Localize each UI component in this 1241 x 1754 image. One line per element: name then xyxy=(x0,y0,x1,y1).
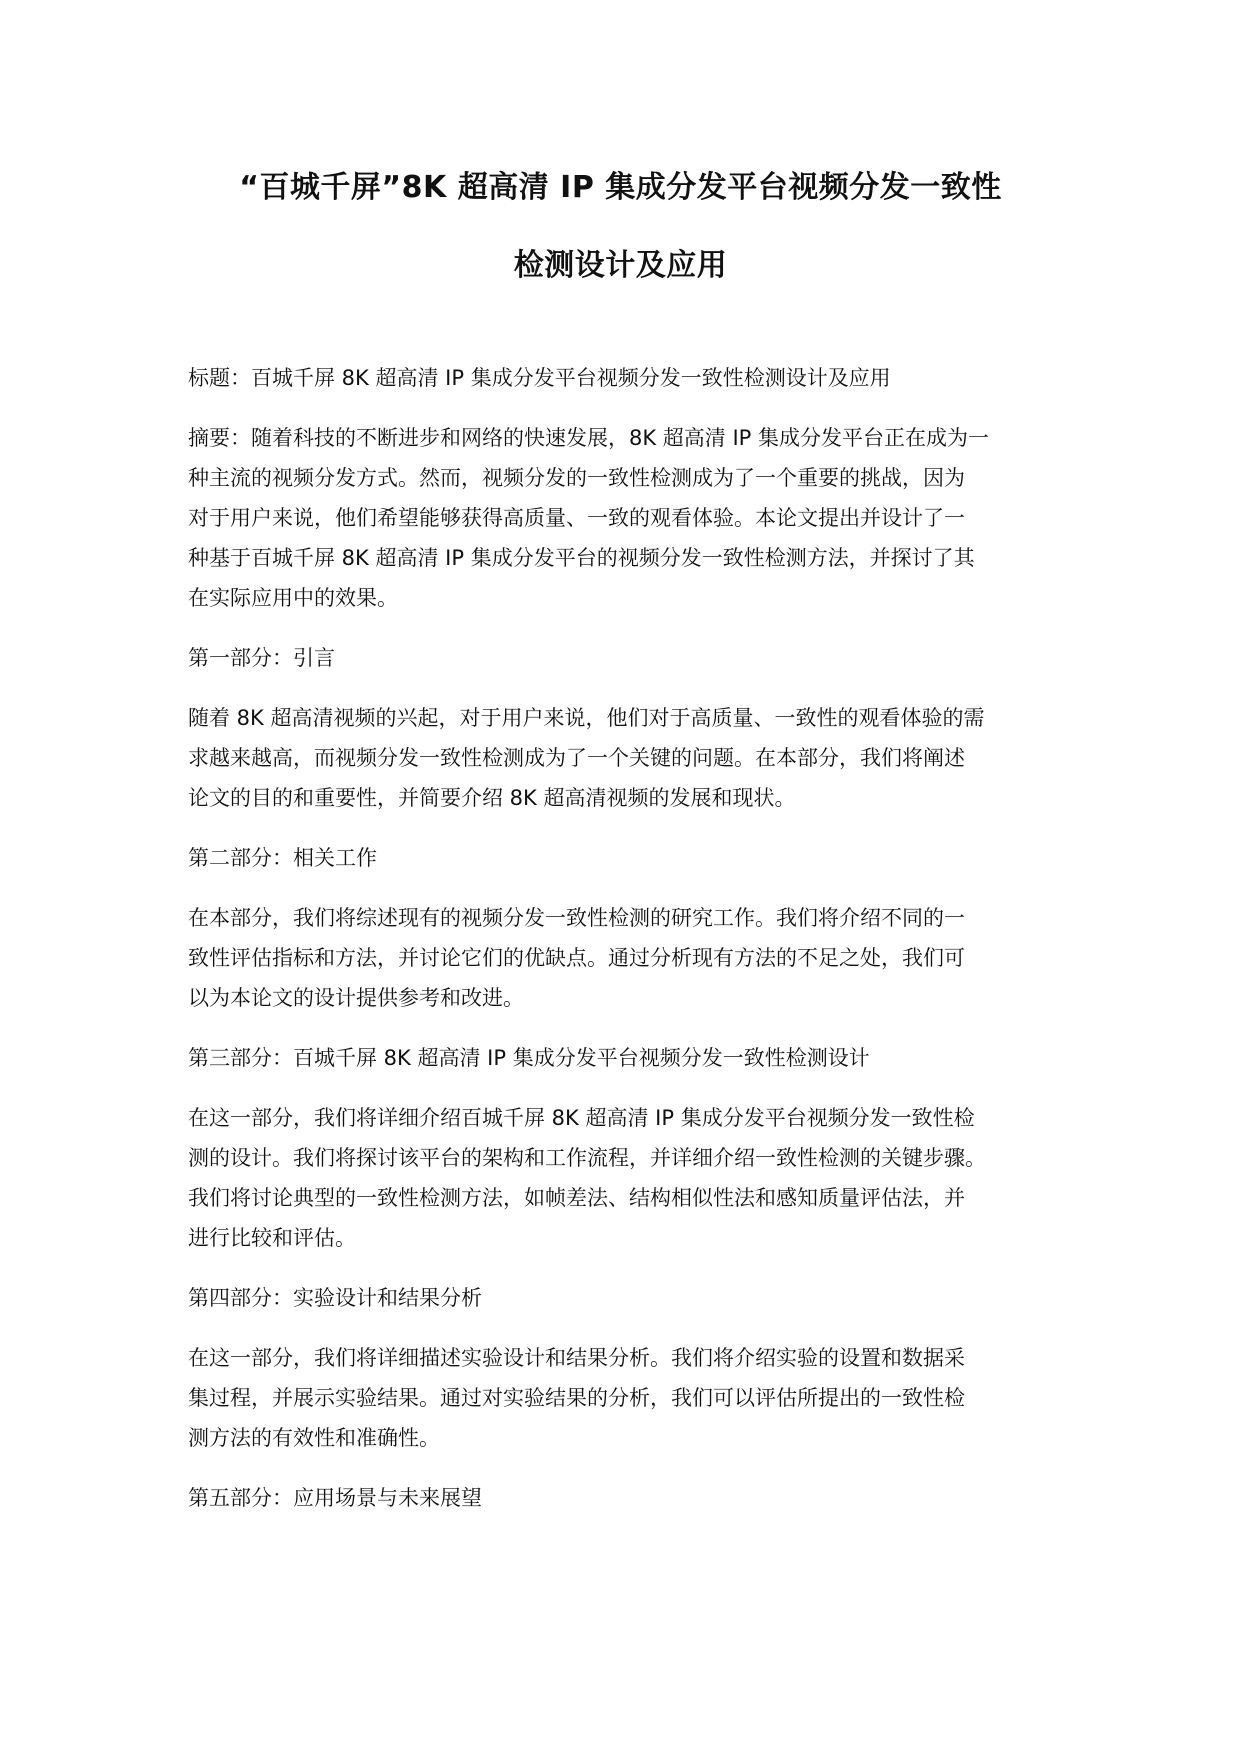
text-line: 标题：百城千屏 8K 超高清 IP 集成分发平台视频分发一致性检测设计及应用 xyxy=(188,366,891,390)
meta-title-paragraph xyxy=(188,358,1068,398)
text-line: 论文的目的和重要性，并简要介绍 8K 超高清视频的发展和现状。 xyxy=(188,786,796,810)
title-line-2: 检测设计及应用 xyxy=(513,248,728,283)
abstract-paragraph xyxy=(188,418,1068,618)
text-line: 进行比较和评估。 xyxy=(188,1226,356,1250)
section-heading xyxy=(188,1038,1068,1078)
text-line: 在本部分，我们将综述现有的视频分发一致性检测的研究工作。我们将介绍不同的一 xyxy=(188,906,965,930)
text-line: 对于用户来说，他们希望能够获得高质量、一致的观看体验。本论文提出并设计了一 xyxy=(188,506,965,530)
text-line: 测方法的有效性和准确性。 xyxy=(188,1426,440,1450)
document-body xyxy=(188,358,1068,1518)
text-line: 我们将讨论典型的一致性检测方法，如帧差法、结构相似性法和感知质量评估法，并 xyxy=(188,1186,965,1210)
title-line-1: “百城千屏”8K 超高清 IP 集成分发平台视频分发一致性 xyxy=(239,170,1002,205)
body-paragraph xyxy=(188,1338,1068,1458)
section-heading xyxy=(188,638,1068,678)
body-paragraph xyxy=(188,898,1068,1018)
text-line: 在这一部分，我们将详细介绍百城千屏 8K 超高清 IP 集成分发平台视频分发一致性检 xyxy=(188,1106,975,1130)
body-paragraph xyxy=(188,698,1068,818)
text-line: 致性评估指标和方法，并讨论它们的优缺点。通过分析现有方法的不足之处，我们可 xyxy=(188,946,965,970)
section-heading-text: 第五部分：应用场景与未来展望 xyxy=(188,1486,482,1510)
text-line: 随着 8K 超高清视频的兴起，对于用户来说，他们对于高质量、一致性的观看体验的需 xyxy=(188,706,985,730)
section-heading-text: 第一部分：引言 xyxy=(188,646,335,670)
text-line: 摘要：随着科技的不断进步和网络的快速发展，8K 超高清 IP 集成分发平台正在成为一 xyxy=(188,426,990,450)
section-heading-text: 第四部分：实验设计和结果分析 xyxy=(188,1286,482,1310)
text-line: 求越来越高，而视频分发一致性检测成为了一个关键的问题。在本部分，我们将阐述 xyxy=(188,746,965,770)
text-line: 在这一部分，我们将详细描述实验设计和结果分析。我们将介绍实验的设置和数据采 xyxy=(188,1346,965,1370)
text-line: 测的设计。我们将探讨该平台的架构和工作流程，并详细介绍一致性检测的关键步骤。 xyxy=(188,1146,986,1170)
section-heading xyxy=(188,1478,1068,1518)
section-heading xyxy=(188,838,1068,878)
section-heading xyxy=(188,1278,1068,1318)
text-line: 以为本论文的设计提供参考和改进。 xyxy=(188,986,524,1010)
body-paragraph xyxy=(188,1098,1068,1258)
section-heading-text: 第二部分：相关工作 xyxy=(188,846,377,870)
document-title xyxy=(150,168,1091,286)
text-line: 种主流的视频分发方式。然而，视频分发的一致性检测成为了一个重要的挑战，因为 xyxy=(188,466,965,490)
text-line: 集过程，并展示实验结果。通过对实验结果的分析，我们可以评估所提出的一致性检 xyxy=(188,1386,965,1410)
text-line: 在实际应用中的效果。 xyxy=(188,586,398,610)
section-heading-text: 第三部分：百城千屏 8K 超高清 IP 集成分发平台视频分发一致性检测设计 xyxy=(188,1046,870,1070)
text-line: 种基于百城千屏 8K 超高清 IP 集成分发平台的视频分发一致性检测方法，并探讨了其 xyxy=(188,546,975,570)
